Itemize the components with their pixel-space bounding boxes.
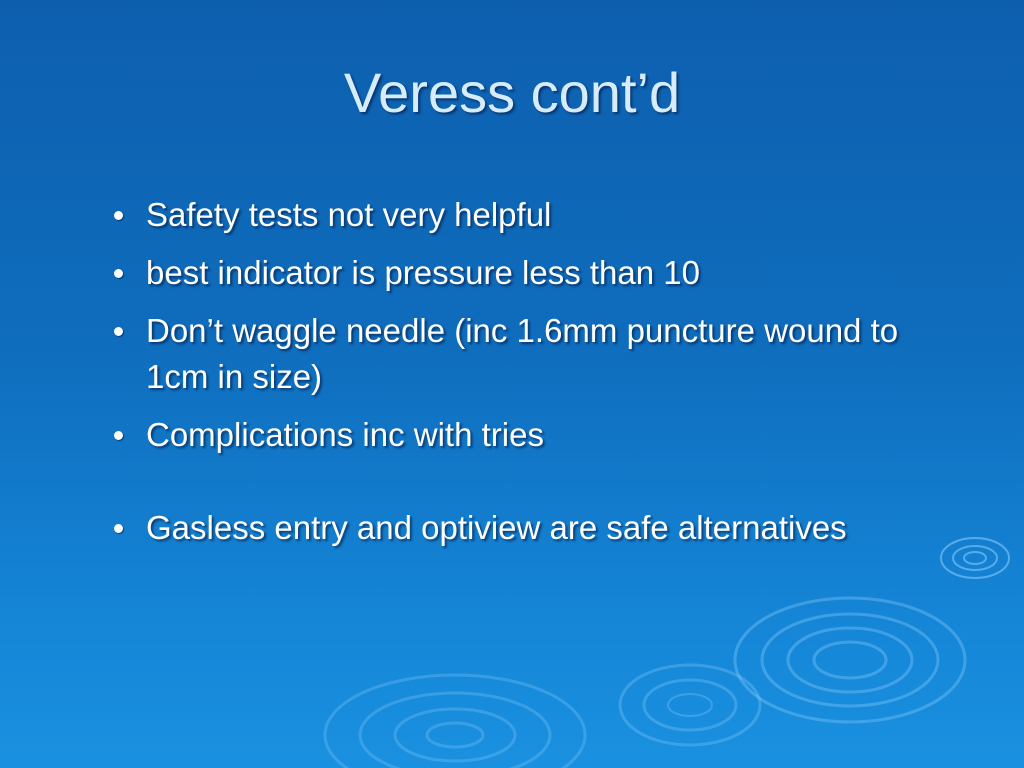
bullet-text: Complications inc with tries <box>146 416 544 453</box>
bullet-list <box>112 192 912 563</box>
bullet-text: Gasless entry and optiview are safe alternatives <box>146 509 847 546</box>
bullet-dot-icon <box>114 211 123 220</box>
slide-title: Veress cont’d <box>343 61 681 124</box>
bullet-dot-icon <box>114 327 123 336</box>
bullet-text: Don’t waggle needle (inc 1.6mm puncture wound to 1cm in size) <box>146 312 899 395</box>
bullet-dot-icon <box>114 431 123 440</box>
bullet-item <box>112 250 912 296</box>
bullet-item <box>112 308 912 400</box>
bullet-text: Safety tests not very helpful <box>146 196 552 233</box>
bullet-dot-icon <box>114 269 123 278</box>
bullet-item <box>112 412 912 458</box>
bullet-item <box>112 192 912 238</box>
bullet-text: best indicator is pressure less than 10 <box>146 254 700 291</box>
bullet-item <box>112 505 912 551</box>
bullet-dot-icon <box>114 524 123 533</box>
